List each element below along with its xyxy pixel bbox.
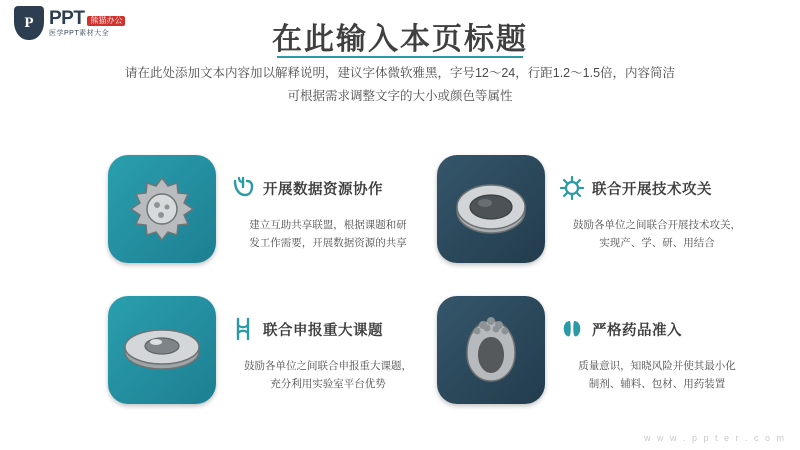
logo-subtitle: 医学PPT素材大全 [49, 30, 110, 37]
item-2-head [559, 173, 767, 203]
item-3-desc-line-2: 充分利用实验室平台优势 [270, 378, 386, 391]
item-1-label: 开展数据资源协作 [263, 181, 383, 198]
logo-badge: 熊猫办公 [87, 16, 125, 26]
item-1-body [230, 173, 438, 253]
item-3-label: 联合申报重大课题 [263, 322, 383, 339]
dna-capsule-icon [230, 316, 256, 342]
kidneys-icon [559, 316, 585, 342]
footer-watermark: w w w . p p t e r . c o m [643, 433, 786, 443]
page-title: 在此输入本页标题 [272, 23, 528, 56]
item-1-tile[interactable] [108, 155, 216, 263]
shield-letter: P [24, 14, 34, 31]
item-3-desc-line-1: 鼓励各单位之间联合申报重大课题， [244, 360, 412, 372]
subtitle-line-1: 请在此处添加文本内容加以解释说明，建议字体微软雅黑，字号12～24，行距1.2～1.5倍，内容简洁 [124, 66, 676, 80]
item-1-head [230, 173, 438, 203]
item-2-body [559, 173, 767, 253]
item-2-desc-line-2: 实现产、学、研、用结合 [599, 237, 715, 250]
item-2-desc [559, 216, 755, 253]
virus-icon [559, 175, 585, 201]
subtitle-line-2: 可根据需求调整文字的大小或颜色等属性 [287, 89, 513, 104]
item-4-tile[interactable] [437, 296, 545, 404]
item-4-body [559, 314, 767, 394]
title-underline [277, 56, 523, 58]
item-3-head [230, 314, 438, 344]
item-1-desc-line-1: 建立互助共享联盟，根据课题和研 [249, 219, 407, 231]
item-4-desc-line-2: 制剂、辅料、包材、用药装置 [588, 378, 726, 391]
item-4-head [559, 314, 767, 344]
item-4-desc [559, 357, 755, 394]
red-blood-cell-icon [120, 320, 204, 380]
stomach-icon [453, 311, 529, 389]
virus-cell-icon [125, 172, 199, 246]
item-1-desc-line-2: 发工作需要，开展数据资源的共享 [249, 237, 407, 250]
liver-icon [230, 175, 256, 201]
item-2-tile[interactable] [437, 155, 545, 263]
item-3-desc [230, 357, 426, 394]
item-4-label: 严格药品准入 [592, 322, 682, 339]
content-item-3[interactable] [108, 296, 438, 416]
content-item-1[interactable] [108, 155, 438, 275]
item-2-label: 联合开展技术攻关 [592, 181, 712, 198]
item-1-desc [230, 216, 426, 253]
page-subtitle [0, 62, 800, 108]
item-3-body [230, 314, 438, 394]
item-4-desc-line-1: 质量意识，知晓风险并使其最小化 [578, 360, 736, 372]
item-2-desc-line-1: 鼓励各单位之间联合开展技术攻关， [573, 219, 741, 231]
logo-brand: PPT [49, 8, 85, 29]
petri-dish-icon [451, 178, 531, 240]
content-item-2[interactable] [437, 155, 767, 275]
content-item-4[interactable] [437, 296, 767, 416]
item-3-tile[interactable] [108, 296, 216, 404]
